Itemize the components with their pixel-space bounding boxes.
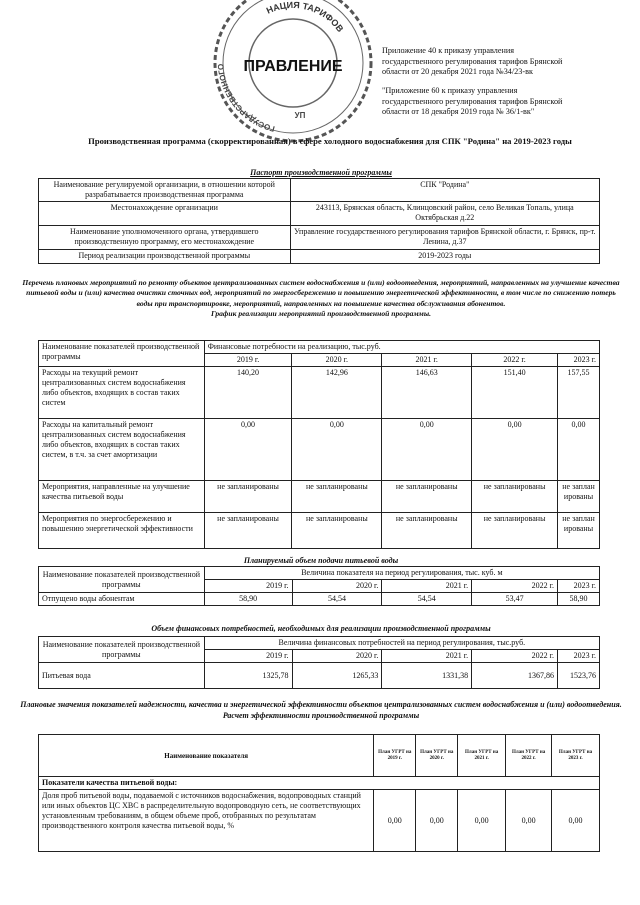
table-row: [39, 367, 600, 419]
document-title: Производственная программа (скорректированная) в сфере холодного водоснабжения для СПК "Родина" на 2019-2023 годы: [88, 136, 572, 146]
appendix-line: Приложение 40 к приказу управления: [382, 46, 515, 55]
year-header: 2021 г.: [382, 354, 472, 367]
plan-header: План УГРТ на 2020 г.: [416, 735, 458, 777]
table-row: [39, 202, 600, 226]
stamp-center-text: ПРАВЛЕНИЕ: [243, 58, 343, 75]
table-row: [39, 419, 600, 481]
cell-value: 0,00: [558, 419, 600, 481]
row-label: Мероприятия по энергосбережению и повышению энергетической эффективности: [39, 513, 205, 549]
table-row: [39, 663, 600, 689]
year-header: 2019 г.: [204, 580, 292, 593]
cell-value: 0,00: [506, 790, 552, 852]
official-stamp: [208, 0, 378, 148]
row-label: Расходы на текущий ремонт централизованных систем водоснабжения либо объектов, входящих в состав таких систем: [39, 367, 205, 419]
finance-caption: Объем финансовых потребностей, необходимых для реализации производственной программы: [151, 624, 491, 633]
passport-table: [38, 178, 600, 264]
table-row: [39, 513, 600, 549]
cell-value: не запланированы: [382, 481, 472, 513]
appendix-line: области от 20 декабря 2021 года №34/23-вк: [382, 67, 533, 76]
passport-label: Период реализации производственной программы: [39, 250, 291, 264]
cell-value: 140,20: [204, 367, 292, 419]
cell-value: 151,40: [472, 367, 558, 419]
year-header: 2020 г.: [292, 580, 382, 593]
table-header-row: [39, 567, 600, 580]
row-label: Отпущено воды абонентам: [39, 593, 205, 606]
cell-value: 1367,86: [472, 663, 558, 689]
cell-value: 0,00: [458, 790, 506, 852]
supply-table: [38, 566, 600, 606]
cell-value: 1523,76: [557, 663, 599, 689]
cell-value: 1325,78: [204, 663, 292, 689]
measures-table: [38, 340, 600, 549]
year-header: 2022 г.: [472, 580, 558, 593]
table-row: [39, 226, 600, 250]
passport-value: СПК "Родина": [290, 179, 599, 202]
year-header: 2023 г.: [558, 354, 600, 367]
table-header-row: [39, 637, 600, 650]
passport-value: Управление государственного регулирования тарифов Брянской области, г. Брянск, пр-т. Ленина, д.37: [290, 226, 599, 250]
column-header: Наименование показателей производственной программы: [39, 637, 205, 663]
reliability-table: [38, 734, 600, 852]
table-row: [39, 481, 600, 513]
row-label: Питьевая вода: [39, 663, 205, 689]
appendix-line: "Приложение 60 к приказу управления: [382, 86, 518, 95]
stamp-bottom-text: УП: [294, 111, 306, 120]
table-header-row: [39, 735, 600, 777]
cell-value: 54,54: [292, 593, 382, 606]
cell-value: 53,47: [472, 593, 558, 606]
plan-header: План УГРТ на 2022 г.: [506, 735, 552, 777]
year-header: 2022 г.: [472, 354, 558, 367]
section-header: Показатели качества питьевой воды:: [39, 777, 600, 790]
cell-value: не запланированы: [292, 513, 382, 549]
cell-value: не запланированы: [204, 513, 292, 549]
cell-value: 0,00: [204, 419, 292, 481]
column-header: Наименование показателей производственной программы: [39, 341, 205, 367]
table-row: [39, 593, 600, 606]
plan-header: План УГРТ на 2019 г.: [374, 735, 416, 777]
cell-value: 0,00: [382, 419, 472, 481]
stamp-top-text: НАЦИЯ ТАРИФОВ: [264, 0, 346, 34]
svg-text:НАЦИЯ ТАРИФОВ: [265, 0, 346, 34]
stamp-left-text: ГОСУДАРСТВЕННОГО: [216, 63, 276, 134]
cell-value: 1331,38: [382, 663, 472, 689]
cell-value: 142,96: [292, 367, 382, 419]
finance-table: [38, 636, 600, 689]
cell-value: 0,00: [416, 790, 458, 852]
passport-caption: Паспорт производственной программы: [250, 168, 392, 177]
row-label: Мероприятия, направленные на улучшение качества питьевой воды: [39, 481, 205, 513]
table-header-row: [39, 341, 600, 354]
cell-value: не запланированы: [558, 481, 600, 513]
cell-value: не запланированы: [472, 513, 558, 549]
cell-value: 0,00: [552, 790, 600, 852]
cell-value: 58,90: [558, 593, 600, 606]
cell-value: не запланированы: [558, 513, 600, 549]
year-header: 2020 г.: [292, 650, 382, 663]
passport-label: Наименование уполномоченного органа, утвердившего производственную программу, его местонахождение: [39, 226, 291, 250]
cell-value: не запланированы: [204, 481, 292, 513]
cell-value: 157,55: [558, 367, 600, 419]
appendix-line: области от 18 декабря 2019 года № 36/1-вк": [382, 107, 535, 116]
cell-value: 0,00: [472, 419, 558, 481]
year-header: 2023 г.: [558, 580, 600, 593]
row-label: Расходы на капитальный ремонт централизованных систем водоснабжения либо объектов, входящих в состав таких систем, в т.ч. за счет амортизации: [39, 419, 205, 481]
cell-value: 0,00: [292, 419, 382, 481]
column-header: Наименование показателя: [39, 735, 374, 777]
passport-label: Местонахождение организации: [39, 202, 291, 226]
passport-value: 243113, Брянская область, Клинцовский район, село Великая Топаль, улица Октябрьская д.22: [290, 202, 599, 226]
cell-value: 146,63: [382, 367, 472, 419]
cell-value: 0,00: [374, 790, 416, 852]
column-group-header: Величина показателя на период регулирования, тыс. куб. м: [204, 567, 599, 580]
reliability-caption: Плановые значения показателей надежности, качества и энергетической эффективности объектов централизованных систем водоснабжения и (или) водоотведения. Расчет эффективности производственной программы: [20, 700, 622, 720]
passport-label: Наименование регулируемой организации, в отношении которой разрабатывается производственная программа: [39, 179, 291, 202]
row-label: Доля проб питьевой воды, подаваемой с источников водоснабжения, водопроводных станций или иных объектов ЦС ХВС в распределительную водопроводную сеть, не соответствующих установленным требованиям, в общем объеме проб, отобранных по результатам производственного контроля качества питьевой воды, %: [39, 790, 374, 852]
cell-value: 58,90: [204, 593, 292, 606]
year-header: 2019 г.: [204, 650, 292, 663]
table-row: [39, 777, 600, 790]
appendix-line: государственного регулирования тарифов Брянской: [382, 96, 563, 106]
year-header: 2021 г.: [382, 650, 472, 663]
year-header: 2021 г.: [382, 580, 472, 593]
year-header: 2019 г.: [204, 354, 292, 367]
appendix-note-2: [382, 86, 632, 118]
cell-value: 54,54: [382, 593, 472, 606]
column-group-header: Величина финансовых потребностей на период регулирования, тыс.руб.: [204, 637, 599, 650]
plan-header: План УГРТ на 2021 г.: [458, 735, 506, 777]
column-header: Наименование показателей производственной программы: [39, 567, 205, 593]
cell-value: не запланированы: [472, 481, 558, 513]
cell-value: не запланированы: [382, 513, 472, 549]
table-row: [39, 250, 600, 264]
table-row: [39, 790, 600, 852]
measures-caption: Перечень плановых мероприятий по ремонту объектов централизованных систем водоснабжения и (или) водоотведения, мероприятий, направленных на улучшение качества питьевой воды и (или) качества очистки сточных вод, мероприятий по энергосбережению и повышению энергетической эффективности, в том числе по снижению потерь воды при транспортировке, мероприятий, направленных на повышение качества обслуживания абонентов. График реализации мероприятий производственной программы.: [22, 278, 620, 318]
column-group-header: Финансовые потребности на реализацию, тыс.руб.: [204, 341, 599, 354]
plan-header: План УГРТ на 2023 г.: [552, 735, 600, 777]
year-header: 2023 г.: [557, 650, 599, 663]
table-row: [39, 179, 600, 202]
passport-value: 2019-2023 годы: [290, 250, 599, 264]
cell-value: 1265,33: [292, 663, 382, 689]
appendix-line: государственного регулирования тарифов Брянской: [382, 56, 563, 66]
year-header: 2022 г.: [472, 650, 558, 663]
year-header: 2020 г.: [292, 354, 382, 367]
appendix-note-1: [382, 46, 632, 78]
cell-value: не запланированы: [292, 481, 382, 513]
supply-caption: Планируемый объем подачи питьевой воды: [243, 556, 399, 565]
